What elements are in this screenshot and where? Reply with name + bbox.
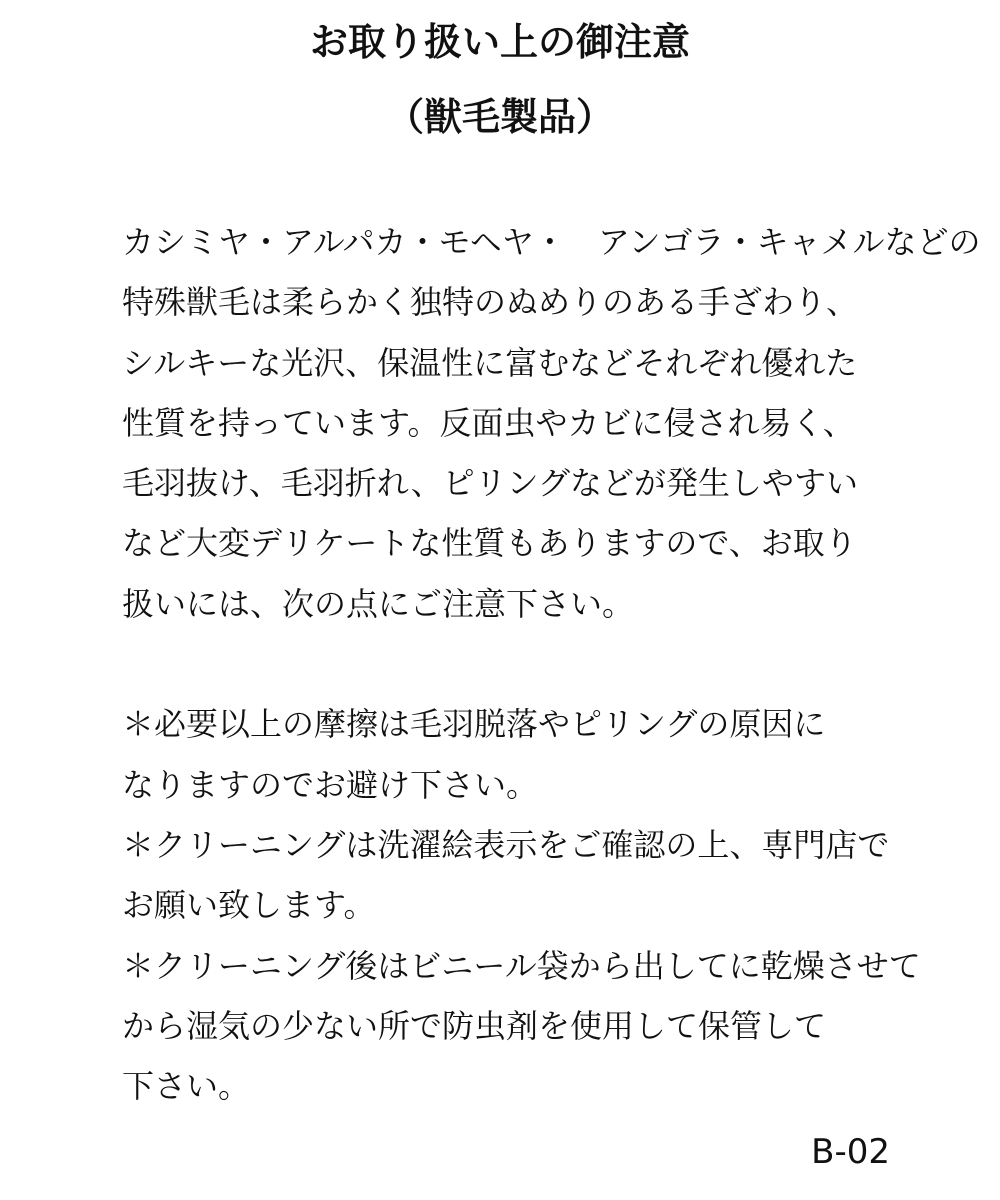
body-text <box>122 212 981 1116</box>
page-subtitle: （獣毛製品） <box>385 95 614 139</box>
paragraph-spacer <box>122 634 902 694</box>
note-line: 下さい。 <box>122 1067 251 1106</box>
intro-line: 特殊獣毛は柔らかく独特のぬめりのある手ざわり、 <box>122 283 859 322</box>
note-line: から湿気の少ない所で防虫剤を使用して保管して <box>122 1006 827 1045</box>
intro-line: 性質を持っています。反面虫やカビに侵され易く、 <box>122 403 855 442</box>
note-line: ＊必要以上の摩擦は毛羽脱落やピリングの原因に <box>122 705 826 744</box>
intro-line: 毛羽抜け、毛羽折れ、ピリングなどが発生しやすい <box>122 464 859 503</box>
intro-line: 扱いには、次の点にご注意下さい。 <box>122 584 635 623</box>
note-line: ＊クリーニング後はビニール袋から出してに乾燥させて <box>122 946 921 985</box>
note-line: なりますのでお避け下さい。 <box>122 765 539 804</box>
note-line: ＊クリーニングは洗濯絵表示をご確認の上、専門店で <box>122 825 890 864</box>
intro-line: など大変デリケートな性質もありますので、お取り <box>122 524 857 563</box>
intro-line: カシミヤ・アルパカ・モヘヤ・ アンゴラ・キャメルなどの <box>122 223 981 261</box>
note-line: お願い致します。 <box>122 886 376 925</box>
page-title: お取り扱い上の御注意 <box>309 20 690 64</box>
intro-line: シルキーな光沢、保温性に富むなどそれぞれ優れた <box>122 343 858 382</box>
document-code: B-02 <box>811 1132 890 1172</box>
